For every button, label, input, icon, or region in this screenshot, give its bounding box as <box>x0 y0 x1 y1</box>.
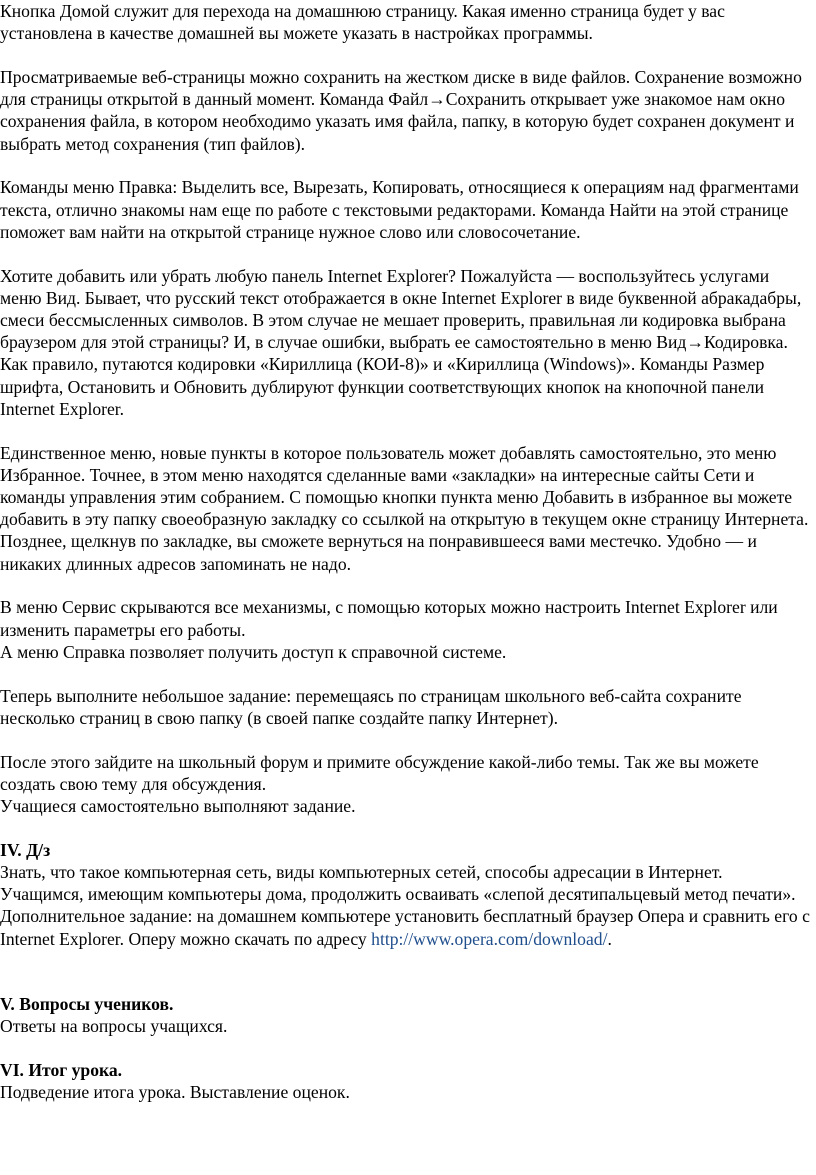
spacer <box>0 1037 810 1059</box>
section-homework-heading: IV. Д/з <box>0 839 51 860</box>
section-summary <box>0 1059 810 1103</box>
paragraph-students-do-task: Учащиеся самостоятельно выполняют задание. <box>0 796 356 817</box>
homework-line-3 <box>0 905 810 949</box>
paragraph-edit-menu: Команды меню Правка: Выделить все, Вырезать, Копировать, относящиеся к операциям над фрагментами текста, отлично знакомы нам еще по работе с текстовыми редакторами. Команда Найти на этой странице поможет вам найти на открытой странице нужное слово или словосочетание. <box>0 177 799 242</box>
paragraph-tools-menu: В меню Сервис скрываются все механизмы, с помощью которых можно настроить Internet Explorer или изменить параметры его работы. <box>0 597 778 640</box>
homework-line-3-text: Дополнительное задание: на домашнем компьютере установить бесплатный браузер Опера и сравнить его с Internet Explorer. Оперу можно скачать по адресу <box>0 906 810 949</box>
paragraph-help-menu: А меню Справка позволяет получить доступ к справочной системе. <box>0 641 507 662</box>
opera-download-link[interactable]: http://www.opera.com/download/ <box>371 928 608 949</box>
section-questions-heading: V. Вопросы учеников. <box>0 993 174 1014</box>
section-questions <box>0 993 810 1037</box>
paragraph-forum: После этого зайдите на школьный форум и примите обсуждение какой-либо темы. Так же вы можете создать свою тему для обсуждения. <box>0 751 759 794</box>
homework-line-3-end: . <box>607 928 612 949</box>
homework-line-1: Знать, что такое компьютерная сеть, виды компьютерных сетей, способы адресации в Интернет. <box>0 862 723 883</box>
paragraph-favorites-menu: Единственное меню, новые пункты в которое пользователь может добавлять самостоятельно, это меню Избранное. Точнее, в этом меню находятся сделанные вами «закладки» на интересные сайты Сети и команды управления этим собранием. С помощью кнопки пункта меню Добавить в избранное вы можете добавить в эту папку своеобразную закладку со ссылкой на открытую в текущем окне страницу Интернета. Позднее, щелкнув по закладке, вы сможете вернуться на понравившееся вами местечко. Удобно — и никаких длинных адресов запоминать не надо. <box>0 442 809 574</box>
paragraph-task: Теперь выполните небольшое задание: перемещаясь по страницам школьного веб-сайта сохраните несколько страниц в свою папку (в своей папке создайте папку Интернет). <box>0 685 742 728</box>
section-summary-heading: VI. Итог урока. <box>0 1060 123 1081</box>
paragraph-view-menu: Хотите добавить или убрать любую панель Internet Explorer? Пожалуйста — воспользуйтесь услугами меню Вид. Бывает, что русский текст отображается в окне Internet Explorer в виде буквенной абракадабры, смеси бессмысленных символов. В этом случае не мешает проверить, правильная ли кодировка выбрана браузером для этой страницы? И, в случае ошибки, выбрать ее самостоятельно в меню Вид→Кодировка. Как правило, путаются кодировки «Кириллица (КОИ-8)» и «Кириллица (Windows)». Команды Размер шрифта, Остановить и Обновить дублируют функции соответствующих кнопок на кнопочной панели Internet Explorer. <box>0 265 802 419</box>
spacer <box>0 950 810 993</box>
paragraph-home-button: Кнопка Домой служит для перехода на домашнюю страницу. Какая именно страница будет у вас установлена в качестве домашней вы можете указать в настройках программы. <box>0 1 725 44</box>
section-questions-text: Ответы на вопросы учащихся. <box>0 1016 228 1037</box>
section-homework <box>0 839 810 950</box>
paragraph-save-pages: Просматриваемые веб-страницы можно сохранить на жестком диске в виде файлов. Сохранение возможно для страницы открытой в данный момент. Команда Файл→Сохранить открывает уже знакомое нам окно сохранения файла, в котором необходимо указать имя файла, папку, в которую будет сохранен документ и выбрать метод сохранения (тип файлов). <box>0 67 802 154</box>
section-summary-text: Подведение итога урока. Выставление оценок. <box>0 1082 350 1103</box>
homework-line-2: Учащимся, имеющим компьютеры дома, продолжить осваивать «слепой десятипальцевый метод печати». <box>0 884 796 905</box>
